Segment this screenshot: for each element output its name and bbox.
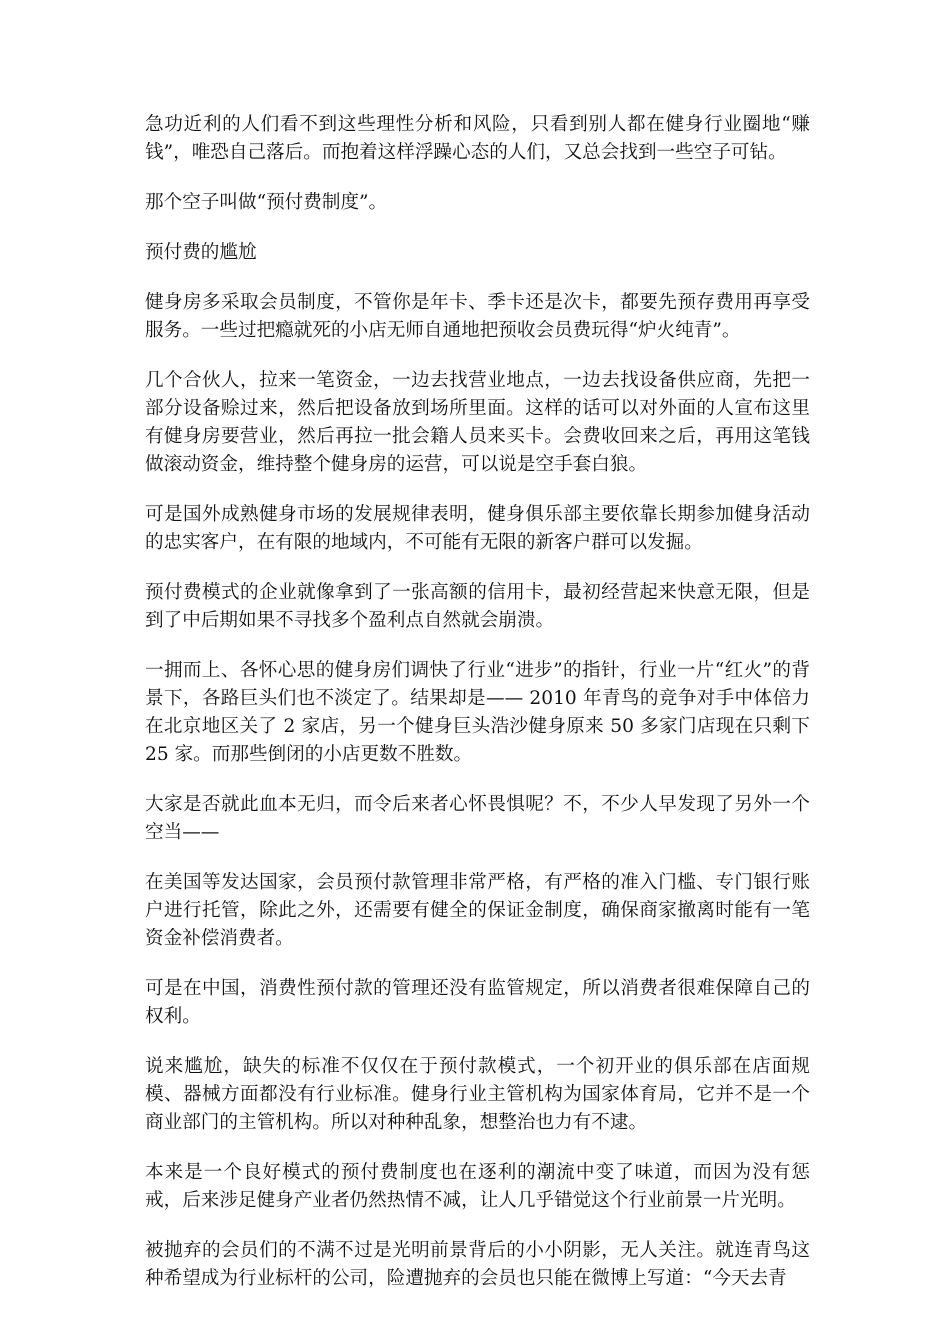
paragraph: 一拥而上、各怀心思的健身房们调快了行业“进步”的指针，行业一片“红火”的背景下，各路巨头们也不淡定了。结果却是—— 2010 年青鸟的竞争对手中体倍力在北京地区关了 2 家店，另一个健身巨头浩沙健身原来 50 多家门店现在只剩下 25 家。而那些倒闭的小店更数不胜数。 [145, 660, 810, 765]
paragraph: 本来是一个良好模式的预付费制度也在逐利的潮流中变了味道，而因为没有惩戒，后来涉足健身产业者仍然热情不减，让人几乎错觉这个行业前景一片光明。 [145, 1162, 810, 1211]
paragraph: 健身房多采取会员制度，不管你是年卡、季卡还是次卡，都要先预存费用再享受服务。一些过把瘾就死的小店无师自通地把预收会员费玩得“炉火纯青”。 [145, 292, 810, 341]
document-body [145, 111, 810, 1315]
paragraph: 那个空子叫做“预付费制度”。 [145, 192, 388, 213]
paragraph: 大家是否就此血本无归，而令后来者心怀畏惧呢？不，不少人早发现了另外一个空当—— [145, 794, 810, 843]
paragraph: 说来尴尬，缺失的标准不仅仅在于预付款模式，一个初开业的俱乐部在店面规模、器械方面都没有行业标准。健身行业主管机构为国家体育局，它并不是一个商业部门的主管机构。所以对种种乱象，想整治也力有不逮。 [145, 1056, 810, 1133]
paragraph: 在美国等发达国家，会员预付款管理非常严格，有严格的准入门槛、专门银行账户进行托管，除此之外，还需要有健全的保证金制度，确保商家撤离时能有一笔资金补偿消费者。 [145, 872, 810, 949]
section-heading: 预付费的尴尬 [145, 242, 257, 263]
paragraph: 可是国外成熟健身市场的发展规律表明，健身俱乐部主要依靠长期参加健身活动的忠实客户，在有限的地域内，不可能有无限的新客户群可以发掘。 [145, 504, 810, 553]
paragraph: 预付费模式的企业就像拿到了一张高额的信用卡，最初经营起来快意无限，但是到了中后期如果不寻找多个盈利点自然就会崩溃。 [145, 582, 810, 631]
paragraph: 急功近利的人们看不到这些理性分析和风险，只看到别人都在健身行业圈地“赚钱”，唯恐自己落后。而抱着这样浮躁心态的人们，又总会找到一些空子可钻。 [145, 114, 810, 163]
paragraph: 几个合伙人，拉来一笔资金，一边去找营业地点，一边去找设备供应商，先把一部分设备赊过来，然后把设备放到场所里面。这样的话可以对外面的人宣布这里有健身房要营业，然后再拉一批会籍人员来买卡。会费收回来之后，再用这笔钱做滚动资金，维持整个健身房的运营，可以说是空手套白狼。 [145, 370, 810, 475]
paragraph: 可是在中国，消费性预付款的管理还没有监管规定，所以消费者很难保障自己的权利。 [145, 978, 810, 1027]
paragraph: 被抛弃的会员们的不满不过是光明前景背后的小小阴影，无人关注。就连青鸟这种希望成为行业标杆的公司，险遭抛弃的会员也只能在微博上写道：“今天去青 [145, 1240, 810, 1289]
